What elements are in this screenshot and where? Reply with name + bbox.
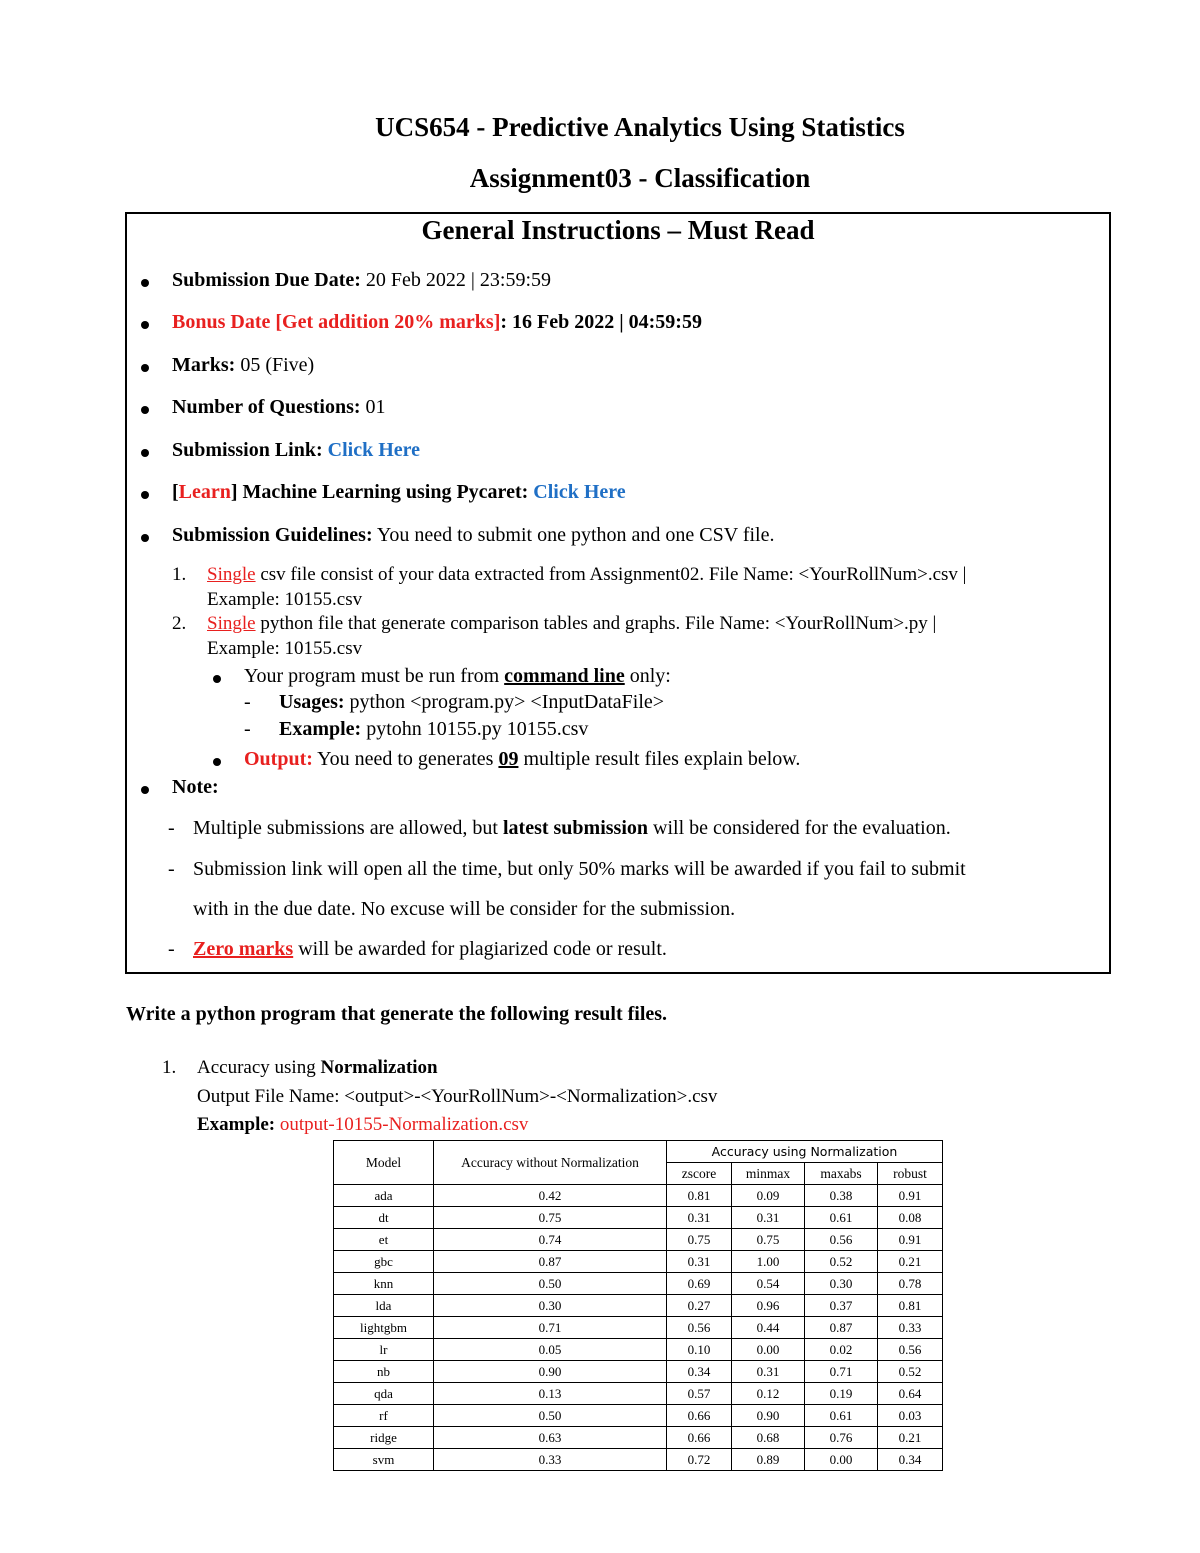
col-maxabs: maxabs xyxy=(805,1163,878,1185)
accuracy-cell: 0.76 xyxy=(805,1427,878,1449)
col-robust: robust xyxy=(878,1163,943,1185)
note-1-dash: - xyxy=(168,817,175,839)
accuracy-cell: 0.96 xyxy=(732,1295,805,1317)
accuracy-cell: 0.71 xyxy=(805,1361,878,1383)
table-row xyxy=(334,1339,943,1361)
accuracy-cell: 0.21 xyxy=(878,1251,943,1273)
accuracy-cell: 0.21 xyxy=(878,1427,943,1449)
model-cell: ridge xyxy=(334,1427,434,1449)
accuracy-cell: 0.81 xyxy=(878,1295,943,1317)
bullet-icon xyxy=(213,675,221,683)
model-cell: lightgbm xyxy=(334,1317,434,1339)
accuracy-cell: 0.71 xyxy=(434,1317,667,1339)
note-2-dash: - xyxy=(168,858,175,880)
model-cell: qda xyxy=(334,1383,434,1405)
accuracy-cell: 0.87 xyxy=(805,1317,878,1339)
table-row xyxy=(334,1361,943,1383)
accuracy-cell: 0.34 xyxy=(878,1449,943,1471)
model-cell: knn xyxy=(334,1273,434,1295)
accuracy-cell: 0.00 xyxy=(732,1339,805,1361)
accuracy-cell: 0.30 xyxy=(805,1273,878,1295)
task-item-title: Accuracy using Normalization xyxy=(197,1057,438,1078)
col-model: Model xyxy=(334,1141,434,1185)
submission-link-line: Submission Link: Click Here xyxy=(172,439,421,461)
accuracy-table xyxy=(333,1140,943,1471)
accuracy-cell: 0.66 xyxy=(667,1405,732,1427)
model-cell: rf xyxy=(334,1405,434,1427)
table-row xyxy=(334,1449,943,1471)
output-filename: Output File Name: <output>-<YourRollNum>-<Normalization>.csv xyxy=(197,1086,718,1107)
note-2-line1: Submission link will open all the time, but only 50% marks will be awarded if you fail to submit xyxy=(193,858,966,880)
accuracy-cell: 0.56 xyxy=(667,1317,732,1339)
accuracy-cell: 0.90 xyxy=(732,1405,805,1427)
task-item-num: 1. xyxy=(162,1057,177,1078)
accuracy-cell: 0.69 xyxy=(667,1273,732,1295)
bullet-icon xyxy=(141,491,149,499)
usage-text: Usages: python <program.py> <InputDataFile> xyxy=(279,691,665,713)
accuracy-cell: 0.09 xyxy=(732,1185,805,1207)
col-group: Accuracy using Normalization xyxy=(667,1141,943,1163)
note-3: Zero marks will be awarded for plagiarized code or result. xyxy=(193,938,667,960)
command-line-note: Your program must be run from command line only: xyxy=(244,665,671,687)
accuracy-cell: 0.44 xyxy=(732,1317,805,1339)
model-cell: ada xyxy=(334,1185,434,1207)
col-minmax: minmax xyxy=(732,1163,805,1185)
questions-line: Number of Questions: 01 xyxy=(172,396,386,418)
accuracy-cell: 0.75 xyxy=(667,1229,732,1251)
accuracy-cell: 0.03 xyxy=(878,1405,943,1427)
table-row xyxy=(334,1405,943,1427)
accuracy-cell: 0.31 xyxy=(667,1251,732,1273)
table-row xyxy=(334,1427,943,1449)
submission-link[interactable]: Click Here xyxy=(327,439,421,461)
accuracy-cell: 0.27 xyxy=(667,1295,732,1317)
accuracy-cell: 0.34 xyxy=(667,1361,732,1383)
accuracy-cell: 0.72 xyxy=(667,1449,732,1471)
accuracy-cell: 0.33 xyxy=(878,1317,943,1339)
accuracy-cell: 0.89 xyxy=(732,1449,805,1471)
accuracy-cell: 0.10 xyxy=(667,1339,732,1361)
instructions-heading: General Instructions – Must Read xyxy=(421,215,815,245)
accuracy-cell: 0.52 xyxy=(878,1361,943,1383)
assignment-title: Assignment03 - Classification xyxy=(469,163,811,193)
accuracy-cell: 0.19 xyxy=(805,1383,878,1405)
accuracy-cell: 0.37 xyxy=(805,1295,878,1317)
guideline-item-1-text: Single csv file consist of your data extracted from Assignment02. File Name: <YourRollNum>.csv | xyxy=(207,564,967,585)
note-2-line2: with in the due date. No excuse will be consider for the submission. xyxy=(193,898,736,920)
accuracy-cell: 0.57 xyxy=(667,1383,732,1405)
table-row xyxy=(334,1229,943,1251)
table-row xyxy=(334,1317,943,1339)
pycaret-link[interactable]: Click Here xyxy=(533,481,626,503)
accuracy-cell: 0.91 xyxy=(878,1185,943,1207)
bullet-icon xyxy=(141,364,149,372)
accuracy-cell: 0.50 xyxy=(434,1273,667,1295)
accuracy-cell: 0.63 xyxy=(434,1427,667,1449)
table-row xyxy=(334,1251,943,1273)
note-3-dash: - xyxy=(168,938,175,960)
accuracy-cell: 0.54 xyxy=(732,1273,805,1295)
accuracy-cell: 0.61 xyxy=(805,1405,878,1427)
accuracy-cell: 0.30 xyxy=(434,1295,667,1317)
example-text: Example: pytohn 10155.py 10155.csv xyxy=(279,718,589,740)
bullet-icon xyxy=(141,786,149,794)
table-row xyxy=(334,1383,943,1405)
accuracy-cell: 0.33 xyxy=(434,1449,667,1471)
col-without: Accuracy without Normalization xyxy=(434,1141,667,1185)
model-cell: lr xyxy=(334,1339,434,1361)
model-cell: nb xyxy=(334,1361,434,1383)
example-line: - xyxy=(244,718,251,740)
bullet-icon xyxy=(141,449,149,457)
guideline-item-2: 2. xyxy=(172,613,187,634)
accuracy-cell: 0.90 xyxy=(434,1361,667,1383)
accuracy-cell: 0.02 xyxy=(805,1339,878,1361)
model-cell: gbc xyxy=(334,1251,434,1273)
accuracy-cell: 0.74 xyxy=(434,1229,667,1251)
accuracy-cell: 0.31 xyxy=(732,1207,805,1229)
bullet-icon xyxy=(141,279,149,287)
accuracy-cell: 0.31 xyxy=(732,1361,805,1383)
table-row xyxy=(334,1185,943,1207)
accuracy-cell: 0.50 xyxy=(434,1405,667,1427)
accuracy-cell: 0.91 xyxy=(878,1229,943,1251)
output-example: Example: output-10155-Normalization.csv xyxy=(197,1114,529,1135)
guideline-item-1: 1. xyxy=(172,564,187,585)
accuracy-cell: 0.68 xyxy=(732,1427,805,1449)
guideline-item-1-text2: Example: 10155.csv xyxy=(207,589,363,610)
model-cell: lda xyxy=(334,1295,434,1317)
table-row xyxy=(334,1207,943,1229)
accuracy-cell: 0.52 xyxy=(805,1251,878,1273)
course-title: UCS654 - Predictive Analytics Using Statistics xyxy=(375,112,905,142)
accuracy-cell: 0.61 xyxy=(805,1207,878,1229)
model-cell: et xyxy=(334,1229,434,1251)
table-row xyxy=(334,1295,943,1317)
accuracy-cell: 0.64 xyxy=(878,1383,943,1405)
accuracy-cell: 1.00 xyxy=(732,1251,805,1273)
output-line: Output: You need to generates 09 multiple result files explain below. xyxy=(244,748,801,770)
accuracy-cell: 0.42 xyxy=(434,1185,667,1207)
usage-line: - xyxy=(244,691,251,713)
accuracy-cell: 0.31 xyxy=(667,1207,732,1229)
bullet-icon xyxy=(213,758,221,766)
bullet-icon xyxy=(141,321,149,329)
accuracy-cell: 0.56 xyxy=(878,1339,943,1361)
accuracy-cell: 0.78 xyxy=(878,1273,943,1295)
accuracy-cell: 0.87 xyxy=(434,1251,667,1273)
accuracy-cell: 0.75 xyxy=(434,1207,667,1229)
guidelines-line: Submission Guidelines: You need to submit one python and one CSV file. xyxy=(172,524,775,546)
col-zscore: zscore xyxy=(667,1163,732,1185)
bullet-icon xyxy=(141,406,149,414)
marks-line: Marks: 05 (Five) xyxy=(172,354,315,376)
accuracy-cell: 0.66 xyxy=(667,1427,732,1449)
accuracy-cell: 0.81 xyxy=(667,1185,732,1207)
bullet-icon xyxy=(141,534,149,542)
accuracy-cell: 0.38 xyxy=(805,1185,878,1207)
accuracy-cell: 0.56 xyxy=(805,1229,878,1251)
accuracy-cell: 0.08 xyxy=(878,1207,943,1229)
accuracy-cell: 0.12 xyxy=(732,1383,805,1405)
learn-line: [Learn] Machine Learning using Pycaret: Click Here xyxy=(172,481,626,503)
model-cell: svm xyxy=(334,1449,434,1471)
note-heading: Note: xyxy=(172,776,219,798)
note-1: Multiple submissions are allowed, but latest submission will be considered for the evaluation. xyxy=(193,817,951,839)
model-cell: dt xyxy=(334,1207,434,1229)
bonus-date-line: Bonus Date [Get addition 20% marks]: 16 Feb 2022 | 04:59:59 xyxy=(172,311,702,333)
accuracy-cell: 0.00 xyxy=(805,1449,878,1471)
accuracy-cell: 0.05 xyxy=(434,1339,667,1361)
due-date-line: Submission Due Date: 20 Feb 2022 | 23:59:59 xyxy=(172,269,552,291)
guideline-item-2-text: Single python file that generate comparison tables and graphs. File Name: <YourRollNum>.py | xyxy=(207,613,937,634)
task-heading: Write a python program that generate the following result files. xyxy=(126,1003,668,1025)
accuracy-cell: 0.75 xyxy=(732,1229,805,1251)
table-row xyxy=(334,1273,943,1295)
guideline-item-2-text2: Example: 10155.csv xyxy=(207,638,363,659)
accuracy-cell: 0.13 xyxy=(434,1383,667,1405)
